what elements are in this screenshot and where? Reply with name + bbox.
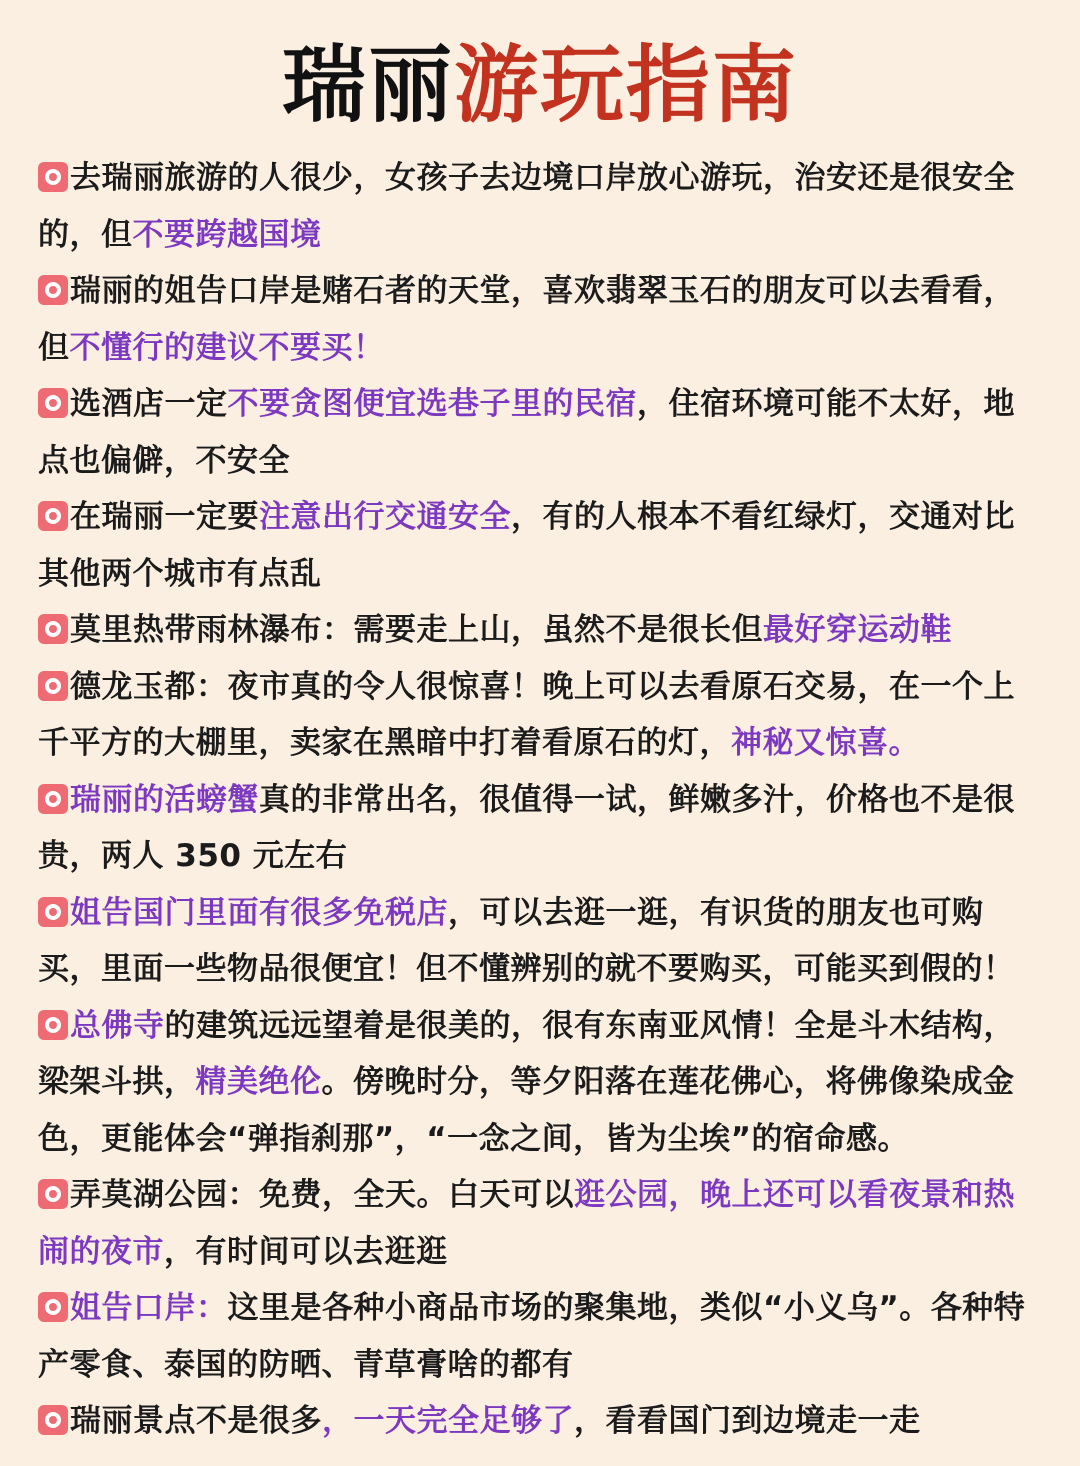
- tip-text: 德龙玉都：夜市真的令人很惊喜！晚上可以去看原石交易，在一个上千平方的大棚里，卖家在黑暗中打着看原石的灯，: [38, 668, 1015, 761]
- tip-highlight-text: 不懂行的建议不要买！: [69, 329, 385, 366]
- tip-text: 选酒店一定: [70, 386, 228, 422]
- tip-text: 真的非常出名，很值得一试，鲜嫩多汁，价格也不是很贵，两人 350 元左右: [38, 781, 1015, 874]
- tip-highlight-text: 总佛寺: [70, 1007, 165, 1044]
- record-button-icon: [38, 1179, 68, 1209]
- tip-highlight-text: 最好穿运动鞋: [763, 612, 952, 648]
- tip-text: 去瑞丽旅游的人很少，女孩子去边境口岸放心游玩，治安还是很安全的，但: [38, 160, 1015, 253]
- tip-text: 在瑞丽一定要: [70, 499, 259, 535]
- record-button-icon: [38, 671, 68, 701]
- page-title: [38, 0, 1042, 150]
- record-button-icon: [38, 897, 68, 927]
- tip-item: [38, 659, 1042, 772]
- tip-highlight-text: ，一天完全足够了: [322, 1403, 574, 1439]
- tip-text: ，有时间可以去逛逛: [164, 1233, 448, 1270]
- record-button-icon: [38, 1405, 68, 1435]
- tips-list: [38, 150, 1042, 1450]
- tip-text: 的建筑远远望着是很美的，很有东南亚风情！全是斗木结构，梁架斗拱，: [38, 1007, 1015, 1100]
- tip-highlight-text: 逛公园，晚上还可以看夜景和热闹的夜市: [38, 1177, 1015, 1270]
- tip-highlight-text: 不要跨越国境: [132, 216, 322, 253]
- tip-item: [38, 772, 1042, 885]
- tip-item: [38, 998, 1042, 1168]
- tip-item: [38, 1167, 1042, 1280]
- title-guide: 游玩指南: [454, 35, 799, 134]
- tip-highlight-text: 神秘又惊喜。: [731, 725, 920, 761]
- tip-highlight-text: 精美绝伦: [195, 1064, 322, 1100]
- tip-item: [38, 602, 1042, 659]
- tip-item: [38, 489, 1042, 602]
- tip-highlight-text: 不要贪图便宜选巷子里的民宿: [227, 386, 637, 422]
- tip-text: ，住宿环境可能不太好，地点也偏僻，不安全: [38, 386, 1015, 479]
- record-button-icon: [38, 1010, 68, 1040]
- record-button-icon: [38, 162, 68, 192]
- record-button-icon: [38, 614, 68, 644]
- tip-text: ，可以去逛一逛，有识货的朋友也可购买，里面一些物品很便宜！但不懂辨别的就不要购买，可能买到假的！: [38, 894, 1015, 987]
- tip-text: 莫里热带雨林瀑布：需要走上山，虽然不是很长但: [70, 612, 763, 648]
- tip-item: [38, 885, 1042, 998]
- tip-text: 。傍晚时分，等夕阳落在莲花佛心，将佛像染成金色，更能体会“弹指刹那”，“一念之间，皆为尘埃”的宿命感。: [38, 1064, 1015, 1157]
- tip-text: 这里是各种小商品市场的聚集地，类似“小义乌”。各种特产零食、泰国的防晒、青草膏啥的都有: [38, 1290, 1026, 1383]
- tip-text: ，有的人根本不看红绿灯，交通对比其他两个城市有点乱: [38, 499, 1015, 592]
- tip-highlight-text: 瑞丽的活螃蟹: [70, 781, 259, 818]
- tip-text: 瑞丽的姐告口岸是赌石者的天堂，喜欢翡翠玉石的朋友可以去看看，但: [38, 273, 1015, 366]
- tip-text: ，看看国门到边境走一走: [574, 1403, 921, 1439]
- tip-item: [38, 1393, 1042, 1450]
- tip-highlight-text: 注意出行交通安全: [259, 499, 511, 535]
- tip-item: [38, 376, 1042, 489]
- title-place: 瑞丽: [281, 35, 454, 134]
- record-button-icon: [38, 275, 68, 305]
- tip-text: 弄莫湖公园：免费，全天。白天可以: [70, 1177, 574, 1213]
- tip-item: [38, 150, 1042, 263]
- record-button-icon: [38, 784, 68, 814]
- tip-highlight-text: 姐告国门里面有很多免税店: [70, 894, 448, 931]
- record-button-icon: [38, 1292, 68, 1322]
- tip-text: 瑞丽景点不是很多: [70, 1403, 322, 1439]
- tip-item: [38, 263, 1042, 376]
- record-button-icon: [38, 501, 68, 531]
- tip-highlight-text: 姐告口岸：: [70, 1290, 228, 1326]
- tip-item: [38, 1280, 1042, 1393]
- record-button-icon: [38, 388, 68, 418]
